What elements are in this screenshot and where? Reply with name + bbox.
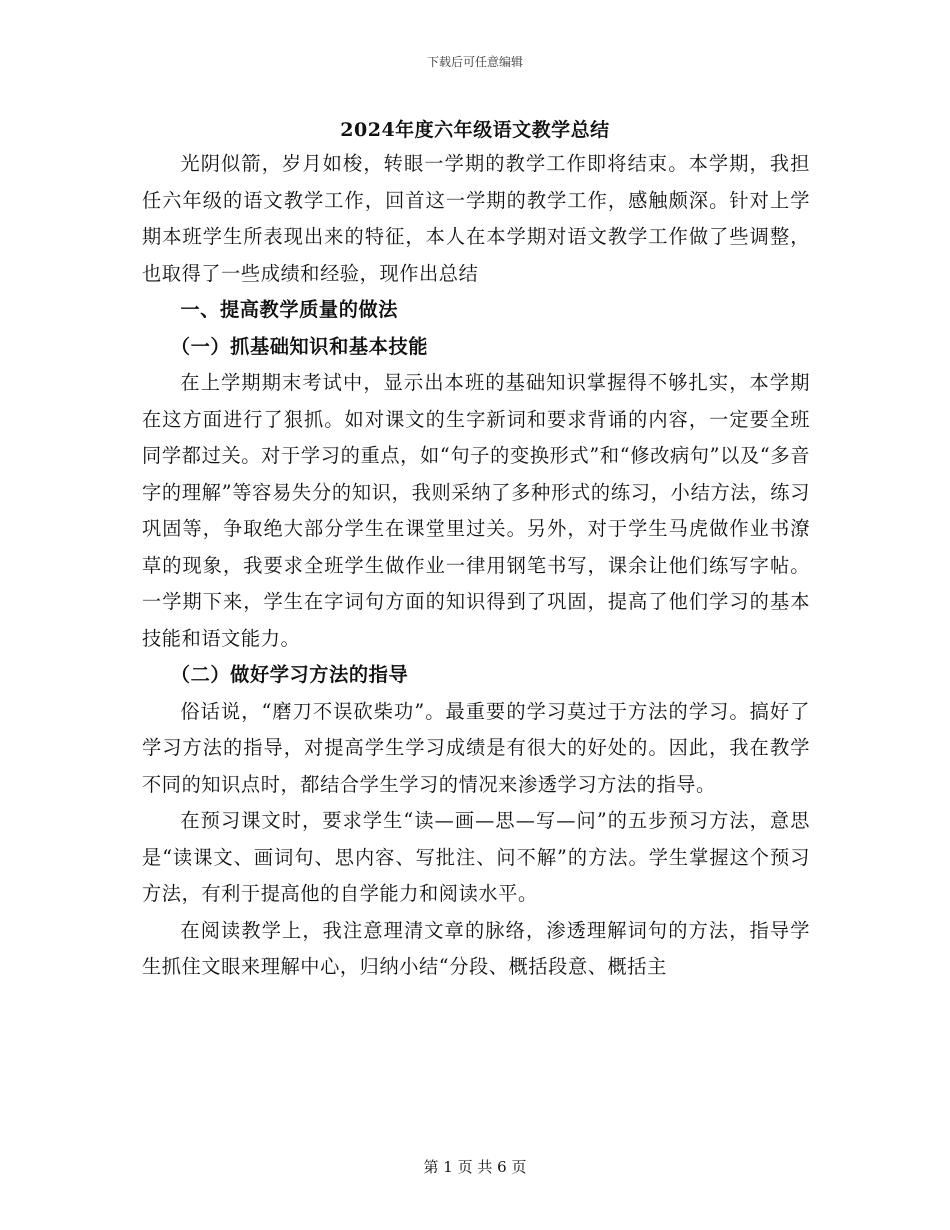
paragraph-preview: 在预习课文时，要求学生“读—画—思—写—问”的五步预习方法，意思是“读课文、画词句、思内容、写批注、问不解”的方法。学生掌握这个预习方法，有利于提高他的自学能力和阅读水平。 [142,809,810,905]
subsection-heading-2: （二）做好学习方法的指导 [170,663,409,686]
document-body [142,146,810,986]
paragraph-basics: 在上学期期末考试中，显示出本班的基础知识掌握得不够扎实，本学期在这方面进行了狠抓。如对课文的生字新词和要求背诵的内容，一定要全班同学都过关。对于学习的重点，如“句子的变换形式”和“修改病句”以及“多音字的理解”等容易失分的知识，我则采纳了多种形式的练习，小结方法，练习巩固等，争取绝大部分学生在课堂里过关。另外，对于学生马虎做作业书潦草的现象，我要求全班学生做作业一律用钢笔书写，课余让他们练写字帖。一学期下来，学生在字词句方面的知识得到了巩固，提高了他们学习的基本技能和语文能力。 [142,371,810,650]
page-number: 第 1 页 共 6 页 [423,1158,527,1176]
section-heading-1: 一、提高教学质量的做法 [180,298,399,321]
header-note: 下载后可任意编辑 [426,55,523,69]
subsection-heading-1: （一）抓基础知识和基本技能 [170,334,429,358]
document-title: 2024年度六年级语文教学总结 [340,119,610,141]
paragraph-intro: 光阴似箭，岁月如梭，转眼一学期的教学工作即将结束。本学期，我担任六年级的语文教学工作，回首这一学期的教学工作，感触颇深。针对上学期本班学生所表现出来的特征，本人在本学期对语文教学工作做了些调整，也取得了一些成绩和经验，现作出总结 [142,152,810,285]
paragraph-reading: 在阅读教学上，我注意理清文章的脉络，渗透理解词句的方法，指导学生抓住文眼来理解中心，归纳小结“分段、概括段意、概括主 [142,918,810,978]
paragraph-methods: 俗话说，“磨刀不误砍柴功”。最重要的学习莫过于方法的学习。搞好了学习方法的指导，对提高学生学习成绩是有很大的好处的。因此，我在教学不同的知识点时，都结合学生学习的情况来渗透学习方法的指导。 [142,699,810,796]
